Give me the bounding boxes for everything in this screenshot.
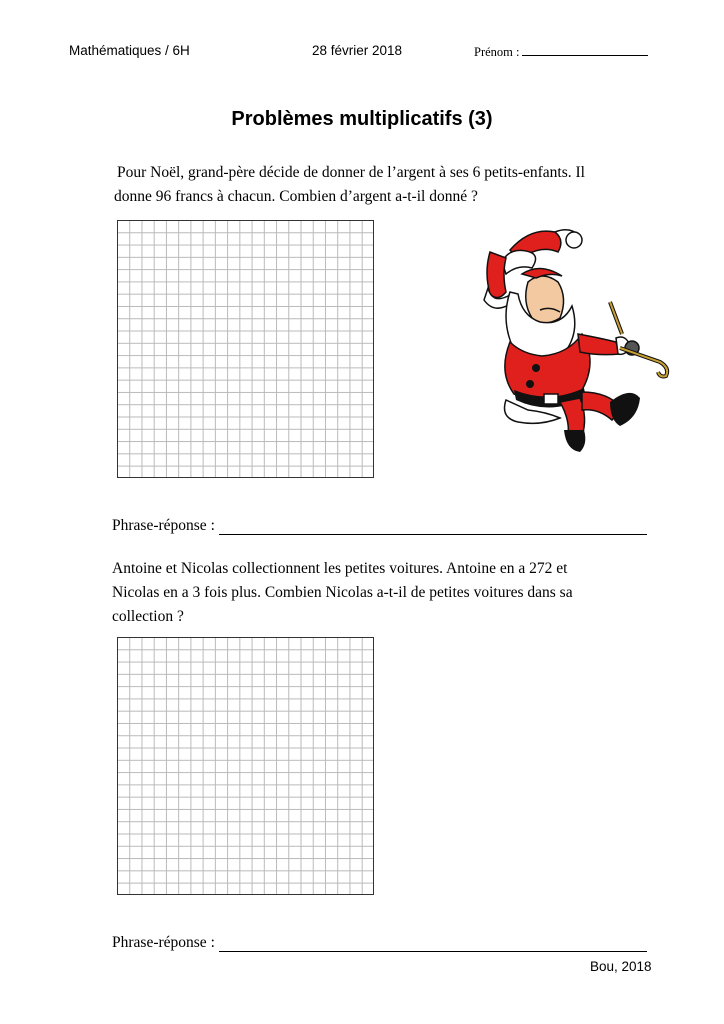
problem-2-text [112, 557, 672, 629]
problem-1-grid[interactable] [117, 220, 374, 478]
problem-2-line-1: Antoine et Nicolas collectionnent les petites voitures. Antoine en a 272 et [112, 560, 568, 577]
problem-1-line-2: donne 96 francs à chacun. Combien d’argent a-t-il donné ? [114, 188, 478, 205]
name-field[interactable] [474, 44, 648, 60]
problem-2-answer-label: Phrase-réponse : [112, 934, 215, 951]
name-label: Prénom : [474, 45, 520, 59]
name-line[interactable] [522, 44, 648, 56]
problem-1-answer-line[interactable] [219, 520, 647, 535]
problem-2-line-3: collection ? [112, 608, 184, 625]
page-title: Problèmes multiplicatifs (3) [231, 108, 493, 130]
problem-2-grid[interactable] [117, 637, 374, 895]
santa-claus-dancing-icon [470, 222, 675, 457]
santa-illustration [470, 222, 675, 457]
problem-2-line-2: Nicolas en a 3 fois plus. Combien Nicolas a-t-il de petites voitures dans sa [112, 584, 573, 601]
date-label: 28 février 2018 [312, 43, 403, 58]
problem-1-text [116, 161, 676, 209]
footer-credit: Bou, 2018 [590, 959, 652, 974]
problem-2-answer-line[interactable] [219, 937, 647, 952]
subject-label: Mathématiques / 6H [69, 43, 190, 58]
problem-1-line-1: Pour Noël, grand-père décide de donner de l’argent à ses 6 petits-enfants. Il [117, 164, 585, 181]
problem-2-answer[interactable] [112, 934, 647, 952]
problem-1-answer-label: Phrase-réponse : [112, 517, 215, 534]
problem-1-answer[interactable] [112, 517, 647, 535]
